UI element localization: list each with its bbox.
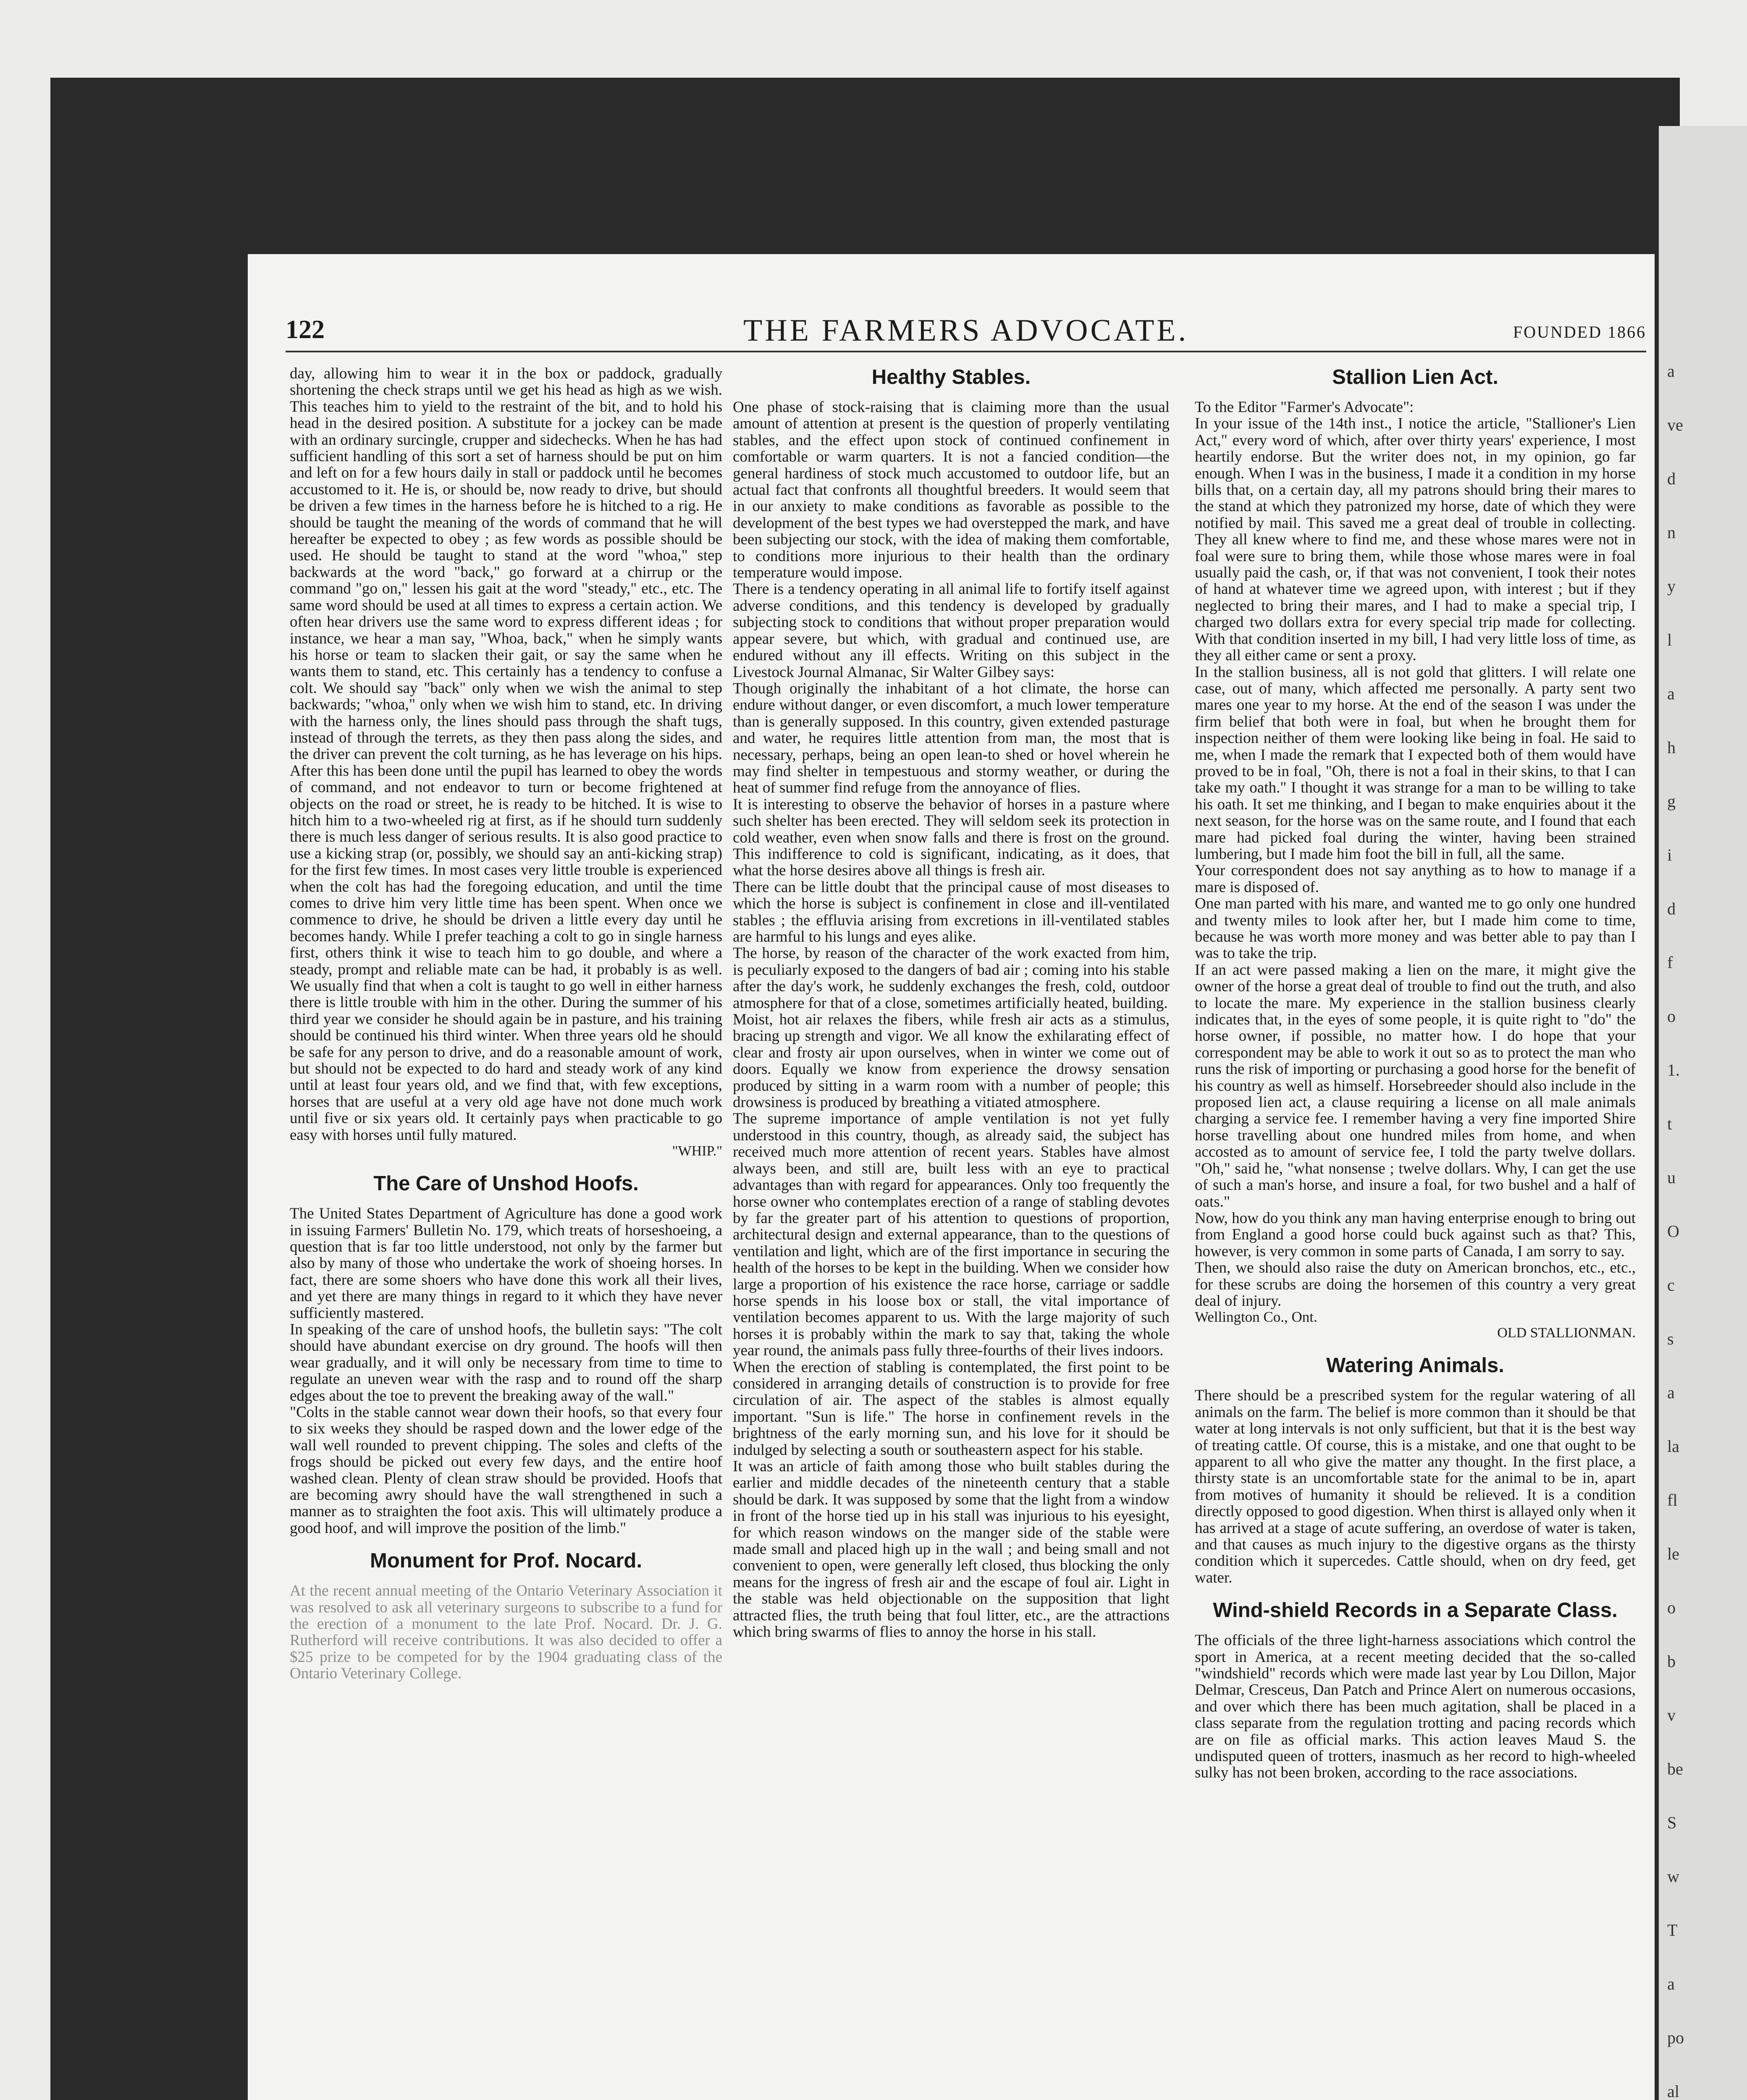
edge-text-fragment: S [1667,1813,1677,1832]
edge-text-fragment: al [1667,2082,1679,2100]
adjacent-page-edge [1659,126,1747,2100]
article-text: It is interesting to observe the behavior of horses in a pasture where such shelter has been erected. They will seldom seek its protection in cold weather, even when snow falls and there is frost on the ground. This indifference to cold is significant, indicating, as it does, that what the horse desires above all things is fresh air. [733,795,1170,879]
article-heading: The Care of Unshod Hoofs. [373,1172,639,1195]
edge-text-fragment: a [1667,362,1675,381]
edge-text-fragment: s [1667,1329,1674,1348]
edge-text-fragment: a [1667,1974,1675,1993]
signature: OLD STALLIONMAN. [1497,1325,1636,1341]
article-heading: Watering Animals. [1326,1354,1504,1377]
article-text: In your issue of the 14th inst., I notice the article, "Stallioner's Lien Act," every word of which, after over thirty years' experience, I most heartily endorse. But the writer does not, in my opinion, go far enough. When I was in the business, I made it a condition in my horse bills that, on a certain day, all my patrons should bring their mares to the stand at which they patronized my horse, date of which they were notified by mail. This saved me a great deal of trouble in collecting. They all knew where to find me, and these whose mares were not in foal were sure to bring them, while those whose mares were in foal usually paid the cash, or, if that was not convenient, I took their notes of hand at whatever time we agreed upon, with interest ; but if they neglected to bring their mares, and I had to make a special trip, I charged two dollars extra for every special trip made for collecting. With that condition inserted in my bill, I had very little loss of time, as they all either came or sent a proxy. [1195,415,1636,664]
article-text: One phase of stock-raising that is claiming more than the usual amount of attention at present is the question of properly ventilating stables, and the effect upon stock of continued confinement in comfortable or warm quarters. It is not a fancied condition—the general hardiness of stock much accustomed to outdoor life, but an actual fact that confronts all thoughtful breeders. It would seem that in our anxiety to make conditions as favorable as possible to the development of the best types we had overstepped the mark, and have been subjecting our stock, with the idea of making them comfortable, to conditions more injurious to their health than the ordinary temperature would impose. [733,399,1170,582]
article-text: Then, we should also raise the duty on American bronchos, etc., etc., for these scrubs are doing the horsemen of this country a very great deal of injury. [1195,1259,1636,1310]
edge-text-fragment: la [1667,1437,1679,1456]
article-heading: Stallion Lien Act. [1332,366,1498,388]
article-text: Now, how do you think any man having enterprise enough to bring out from England a good horse could buck against such as that? This, however, is very common in some parts of Canada, I am sorry to say. [1195,1209,1636,1260]
edge-text-fragment: h [1667,738,1676,757]
founded-note: FOUNDED 1866 [1513,323,1646,341]
article-text: In the stallion business, all is not gold that glitters. I will relate one case, out of many, which affected me personally. A party sent two mares one year to my horse. At the end of the season I was under the firm belief that both were in foal, but when he brought them for inspection neither of them were looking like being in foal. He said to me, when I made the remark that I expected both of them would have proved to be in foal, "Oh, there is not a foal in their skins, to that I can take my oath." I thought it was strange for a man to be willing to take his oath. It set me thinking, and I began to make enquiries about it the next season, for the horse was on the same route, and I found that each mare had picked foal during the winter, having been strained lumbering, but I made him foot the bill in full, all the same. [1195,663,1636,863]
column-2 [733,365,1170,2100]
edge-text-fragment: u [1667,1168,1676,1187]
edge-text-fragment: T [1667,1921,1678,1940]
edge-text-fragment: w [1667,1867,1679,1886]
scan-top-margin [0,0,1747,78]
edge-text-fragment: i [1667,845,1672,864]
edge-text-fragment: c [1667,1276,1675,1294]
edge-text-fragment: o [1667,1598,1676,1617]
letter-salutation: To the Editor "Farmer's Advocate": [1195,399,1414,416]
article-text: The horse, by reason of the character of the work exacted from him, is peculiarly exposed to the dangers of bad air ; coming into his stable after the day's work, he suddenly exchanges the fresh, cold, outdoor atmosphere for that of a close, sometimes artificially heated, building. [733,945,1170,1012]
article-text: At the recent annual meeting of the Ontario Veterinary Association it was resolved to ask all veterinary surgeons to subscribe to a fund for the erection of a monument to the late Prof. Nocard. Dr. J. G. Rutherford will receive contributions. It was also decided to offer a $25 prize to be competed for by the 1904 graduating class of the Ontario Veterinary College. [290,1582,722,1683]
article-text: Your correspondent does not say anything as to how to manage if a mare is disposed of. [1195,862,1636,896]
article-text: When the erection of stabling is contemplated, the first point to be considered in arranging details of construction is to provide for free circulation of air. The aspect of the stables is almost equally important. "Sun is life." The horse in confinement revels in the brightness of the early morning sun, and his love for it should be indulged by selecting a south or southeastern aspect for his stable. [733,1358,1170,1459]
article-text: Though originally the inhabitant of a hot climate, the horse can endure without danger, or even discomfort, a much lower temperature than is generally supposed. In this country, given extended pasturage and water, he requires little attention from man, the most that is necessary, perhaps, being an open lean-to shed or hovel wherein he may find shelter in tempestuous and stormy weather, or during the heat of summer find refuge from the annoyance of flies. [733,680,1170,797]
article-text: The supreme importance of ample ventilation is not yet fully understood in this country, though, as already said, the subject has received much more attention of recent years. Stables have almost always been, and still are, built less with an eye to practical advantages than with regard for appearances. Only too frequently the horse owner who contemplates erection of a range of stabling devotes by far the greater part of his attention to questions of proportion, architectural design and external appearance, than to the questions of ventilation and light, which are of the first importance in securing the health of the horses to be kept in the building. When we consider how large a proportion of his existence the race horse, carriage or saddle horse spends in his loose box or stall, the vital importance of ventilation becomes apparent to us. With the large majority of such horses it is probably within the mark to say that, taking the whole year round, the animals pass fully three-fourths of their lives indoors. [733,1110,1170,1360]
edge-text-fragment: l [1667,630,1672,649]
edge-text-fragment: 1. [1667,1060,1680,1079]
article-text: Moist, hot air relaxes the fibers, while fresh air acts as a stimulus, bracing up strength and vigor. We all know the exhilarating effect of clear and frosty air upon ourselves, when in winter we come out of doors. Equally we know from experience the drowsy sensation produced by sitting in a warm room with a number of people; this drowsiness is produced by breathing a vitiated atmosphere. [733,1011,1170,1111]
edge-text-fragment: v [1667,1706,1676,1725]
edge-text-fragment: le [1667,1544,1679,1563]
article-text: day, allowing him to wear it in the box or paddock, gradually shortening the check straps until we get his head as high as we wish. This teaches him to yield to the restraint of the bit, and to hold his head in the desired position. A substitute for a jockey can be made with an ordinary surcingle, crupper and sidechecks. When he has had sufficient handling of this sort a set of harness should be put on him and left on for a few hours daily in stall or paddock until he becomes accustomed to it. He is, or should be, now ready to drive, but should be driven a few times in the harness before he is hitched to a rig. He should be taught the meaning of the words of command that he will hereafter be expected to obey ; as few words as possible should be used. He should be taught to stand at the word "whoa," step backwards at the word "back," go forward at a chirrup or the command "go on," lessen his gait at the word "steady," etc., etc. The same word should be used at all times to express a certain action. We often hear drivers use the same word to express different ideas ; for instance, we hear a man say, "Whoa, back," when he simply wants his horse or team to slacken their gait, or say the same when he wants them to stand, etc. This certainly has a tendency to confuse a colt. We should say "back" only when we wish the animal to step backwards; "whoa," only when we wish him to stand, etc. In driving with the harness only, the lines should pass through the shaft tugs, instead of through the terrets, as they then pass along the sides, and the driver can prevent the colt turning, as he has leverage on his hips. After this has been done until the pupil has learned to obey the words of command, and not endeavor to turn or become frightened at objects on the road or street, he is ready to be hitched. It is wise to hitch him to a two-wheeled rig at first, as if he should turn suddenly there is much less danger of serious results. It is also good practice to use a kicking strap (or, possibly, we should say an anti-kicking strap) for the first few times. In most cases very little trouble is experienced when the colt has had the foregoing education, and until the time comes to drive him very little time has been spent. When once we commence to drive, he should be driven a little every day until he becomes handy. While I prefer teaching a colt to go in single harness first, others think it wise to teach him to go double, and where a steady, prompt and reliable mate can be had, it probably is as well. We usually find that when a colt is taught to go well in either harness there is little trouble with him in the other. During the summer of his third year we consider he should again be in pasture, and his training should be continued his third winter. When three years old he should be safe for any person to drive, and do a reasonable amount of work, but should not be expected to do hard and steady work of any kind until at least four years old, and we find that, with few exceptions, horses that are useful at a very old age have not done much work until five or six years old. It certainly pays when practicable to go easy with horses until fully matured. [290,365,722,1144]
edge-text-fragment: po [1667,2028,1684,2047]
edge-text-fragment: n [1667,523,1676,542]
article-heading: Healthy Stables. [871,366,1031,388]
edge-text-fragment: fl [1667,1491,1678,1509]
article-heading: Monument for Prof. Nocard. [370,1549,642,1572]
article-text: "Colts in the stable cannot wear down their hoofs, so that every four to six weeks they should be rasped down and the lower edge of the wall well rounded to prevent chipping. The soles and clefts of the frogs should be picked out every few days, and the entire hoof washed clean. Plenty of clean straw should be provided. Hoofs that are becoming awry should have the wall strengthened in such a manner as to straighten the foot axis. This will ultimately produce a good hoof, and will improve the position of the limb." [290,1403,722,1537]
paper-title: THE FARMERS ADVOCATE. [743,313,1188,348]
article-text: There is a tendency operating in all animal life to fortify itself against adverse conditions, and this tendency is developed by gradually subjecting stock to conditions that without proper preparation would appear severe, but which, with gradual and continued use, are endured without any ill effects. Writing on this subject in the Livestock Journal Almanac, Sir Walter Gilbey says: [733,580,1170,681]
page-header [286,313,1646,352]
edge-text-fragment: g [1667,792,1676,811]
article-text: The officials of the three light-harness associations which control the sport in America, at a recent meeting decided that the so-called "windshield" records which were made last year by Lou Dillon, Major Delmar, Cresceus, Dan Patch and Prince Alert on numerous occasions, and over which there has been much agitation, shall be placed in a class separate from the regulation trotting and pacing records which are on file as official marks. This action leaves Maud S. the undisputed queen of trotters, inasmuch as her record to high-wheeled sulky has not been broken, according to the race associations. [1195,1632,1636,1782]
edge-text-fragment: ve [1667,415,1683,434]
article-text: The United States Department of Agriculture has done a good work in issuing Farmers' Bulletin No. 179, which treats of horseshoeing, a question that is far too little understood, not only by the farmer but also by many of those who undertake the work of shoeing horses. In fact, there are some shoers who have done this work all their lives, and yet there are many things in regard to it which they have never sufficiently mastered. [290,1205,722,1322]
edge-text-fragment: b [1667,1652,1676,1671]
edge-text-fragment: d [1667,469,1676,488]
edge-text-fragment: o [1667,1007,1676,1026]
article-text: There can be little doubt that the principal cause of most diseases to which the horse is subject is confinement in close and ill-ventilated stables ; the effluvia arising from excretions in ill-ventilated stables are harmful to his lungs and eyes alike. [733,878,1170,945]
page-number: 122 [286,315,325,344]
edge-text-fragment: O [1667,1222,1679,1241]
column-1 [290,365,722,2100]
article-text: It was an article of faith among those who built stables during the earlier and middle decades of the nineteenth century that a stable should be dark. It was supposed by some that the light from a window in front of the horse tied up in his stall was injurious to his eyesight, for which reason windows on the manger side of the stable were made small and placed high up in the wall ; and being small and not convenient to open, were generally left closed, thus blocking the only means for the ingress of fresh air and the escape of foul air. Light in the stable was held objectionable on the supposition that light attracted flies, the truth being that foul litter, etc., are the attractions which bring swarms of flies to annoy the horse in his stall. [733,1458,1170,1641]
edge-text-fragment: f [1667,953,1673,972]
edge-text-fragment: y [1667,577,1676,596]
signature: "WHIP." [672,1143,722,1159]
edge-text-fragment: a [1667,684,1675,703]
edge-text-fragment: t [1667,1114,1672,1133]
edge-text-fragment: d [1667,899,1676,918]
column-3 [1195,365,1636,2100]
article-text: In speaking of the care of unshod hoofs, the bulletin says: "The colt should have abundant exercise on dry ground. The hoofs will then wear gradually, and it will only be necessary from time to time to regulate an uneven wear with the rasp and to round off the sharp edges about the toe to prevent the breaking away of the wall." [290,1320,722,1404]
article-text: If an act were passed making a lien on the mare, it might give the owner of the horse a great deal of trouble to find out the truth, and also to locate the mare. My experience in the stallion business clearly indicates that, in the eyes of some people, it is quite right to "do" the horse owner, if possible, no matter how. I do hope that your correspondent may be able to work it out so as to protect the man who runs the risk of importing or purchasing a good horse for the benefit of his country as well as himself. Horsebreeder should also include in the proposed lien act, a clause requiring a license on all male animals charging a service fee. I remember having a very fine imported Shire horse travelling about one hundred miles from home, and when accosted as to amount of service fee, I told the party twelve dollars. "Oh," said he, "what nonsense ; twelve dollars. Why, I can get the use of such a man's horse, and insure a foal, for two bushel and a half of oats." [1195,961,1636,1210]
edge-text-fragment: a [1667,1383,1675,1402]
newspaper-page [248,254,1655,2100]
signature-place: Wellington Co., Ont. [1195,1309,1317,1326]
article-text: There should be a prescribed system for the regular watering of all animals on the farm. The belief is more common than it should be that water at long intervals is not only sufficient, but that it is the best way of treating cattle. Of course, this is a mistake, and one that ought to be apparent to all who give the matter any thought. In the first place, a thirsty state is an uncomfortable state for the animal to be in, apart from motives of humanity it should be relieved. It is a condition directly opposed to good digestion. When thirst is allayed only when it has arrived at a stage of acute suffering, an overdose of water is taken, and that causes as much injury to the digestive organs as the thirsty condition which it supercedes. Cattle should, when on dry feed, get water. [1195,1387,1636,1586]
edge-text-fragment: be [1667,1759,1683,1778]
article-text: One man parted with his mare, and wanted me to go only one hundred and twenty miles to look after her, but I made him come to time, because he was worth more money and was better able to pay than I was to take the trip. [1195,895,1636,962]
article-heading: Wind-shield Records in a Separate Class. [1213,1599,1618,1622]
